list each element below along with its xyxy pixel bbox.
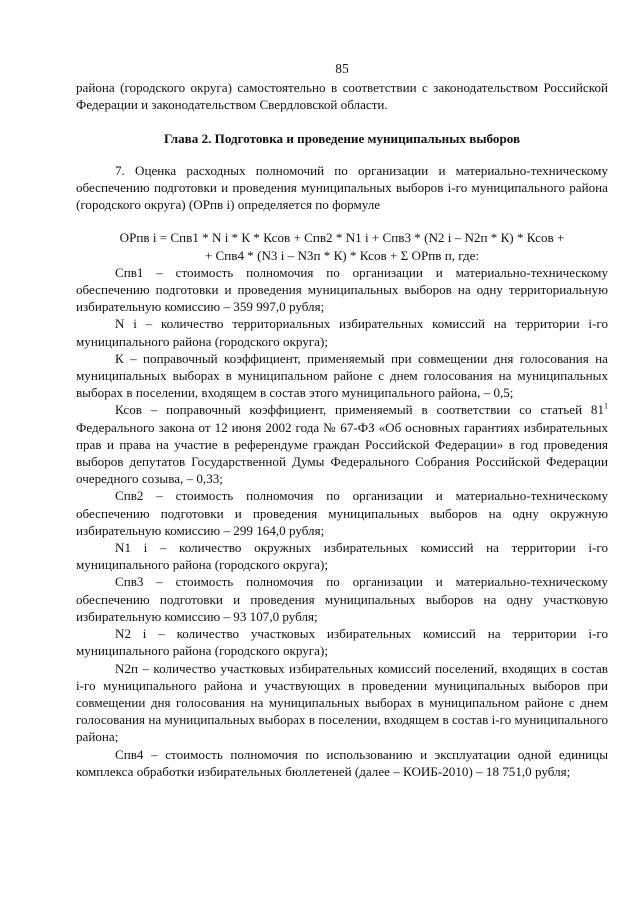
article-superscript: 1 [604,402,608,412]
formula-line-1: ОРпв i = Спв1 * N i * К * Ксов + Спв2 * N1 i + Спв3 * (N2 i – N2п * К) * Ксов + [119,230,565,246]
definition-n2p: N2п – количество участковых избирательных комиссий поселений, входящих в состав i-го муниципального района и участвующих в проведении муниципальных выборов при совмещении дня голосования на муниципальных выборах в муниципальном районе с днем голосования на муниципальных выборах в поселении, входящем в состав i-го муниципального района; [76,660,608,745]
definition-k: К – поправочный коэффициент, применяемый при совмещении дня голосования на муниципальных выборах в муниципальном районе с днем голосования на муниципальных выборах в поселении, входящем в состав этого муниципального района, – 0,5; [76,350,608,401]
definition-ni: N i – количество территориальных избирательных комиссий на территории i-го муниципального района (городского округа); [76,316,608,349]
definition-spv3: Спв3 – стоимость полномочия по организации и материально-техническому обеспечению подготовки и проведения муниципальных выборов на одну участковую избирательную комиссию – 93 107,0 рубля; [76,574,608,624]
definition-spv4: Спв4 – стоимость полномочия по использованию и эксплуатации одной единицы комплекса обработки избирательных бюллетеней (далее – КОИБ-2010) – 18 751,0 рубля; [76,746,608,779]
chapter-title: Глава 2. Подготовка и проведение муниципальных выборов [163,130,521,146]
item-7-paragraph: 7. Оценка расходных полномочий по организации и материально-техническому обеспечению подготовки и проведения муниципальных выборов i-го муниципального района (городского округа) (ОРпв i) определяется по формуле [76,162,608,213]
page-number: 85 [335,61,349,76]
formula-line-2: + Спв4 * (N3 i – N3п * К) * Ксов + Σ ОРпв п, где: [204,247,480,263]
intro-paragraph: района (городского округа) самостоятельно в соответствии с законодательством Российской Федерации и законодательством Свердловской области. [76,80,608,113]
definition-ksov [76,401,608,487]
definition-n2i: N2 i – количество участковых избирательных комиссий на территории i-го муниципального района (городского округа); [76,626,608,659]
document-page [76,60,608,780]
definition-spv1: Спв1 – стоимость полномочия по организации и материально-техническому обеспечению подготовки и проведения муниципальных выборов на одну территориальную избирательную комиссию – 359 997,0 рубля; [76,264,608,315]
definition-spv2: Спв2 – стоимость полномочия по организации и материально-техническому обеспечению подготовки и проведения муниципальных выборов на одну окружную избирательную комиссию – 299 164,0 рубля; [76,488,608,538]
definition-ksov-text-2: Федерального закона от 12 июня 2002 года № 67-ФЗ «Об основных гарантиях избирательных прав и права на участие в референдуме граждан Российской Федерации» в год проведения выборов депутатов Государственной Думы Федерального Собрания Российской Федерации очередного созыва, – 0,33; [76,419,608,487]
definition-ksov-text-1: Ксов – поправочный коэффициент, применяемый в соответствии со статьей 81 [115,402,604,418]
definition-n1i: N1 i – количество окружных избирательных комиссий на территории i-го муниципального района (городского округа); [76,540,608,573]
formula [76,229,608,263]
